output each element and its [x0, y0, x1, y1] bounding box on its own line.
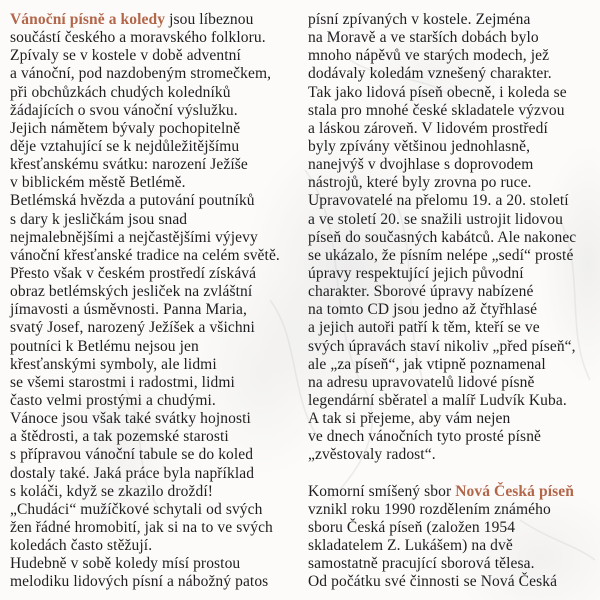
text-segment: skladatelem Z. Lukášem) na dvě	[308, 537, 513, 555]
text-line	[308, 211, 596, 229]
text-segment: stala pro mnohé české skladatele výzvou	[308, 101, 565, 119]
text-segment: na Moravě a ve starších dobách bylo	[308, 29, 539, 47]
text-line	[10, 156, 300, 174]
text-line	[308, 537, 596, 555]
text-segment: na tomto CD jsou jedno až čtyřhlasé	[308, 301, 538, 319]
text-line	[308, 555, 596, 573]
text-line	[10, 338, 300, 356]
text-line	[308, 301, 596, 319]
text-segment: nanejvýš v dvojhlase s doprovodem	[308, 156, 534, 174]
text-segment: vznikl roku 1990 rozdělením známého	[308, 500, 551, 518]
text-line	[308, 519, 596, 537]
text-segment: Upravovatelé na přelomu 19. a 20. století	[308, 192, 569, 210]
text-line	[308, 47, 596, 65]
text-line	[10, 356, 300, 374]
text-line	[10, 84, 300, 102]
text-segment: ale „za píseň“, jak vtipně poznamenal	[308, 355, 546, 373]
text-segment: a láskou zároveň. V lidovém prostředí	[308, 119, 548, 137]
text-segment: křesťanskému svátku: narození Ježíše	[10, 156, 248, 174]
text-segment: píseň do současných kabátců. Ale nakonec	[308, 228, 577, 246]
text-segment: charakter. Sborové úpravy nabízené	[308, 283, 534, 301]
text-line	[10, 47, 300, 65]
text-line	[10, 65, 300, 83]
text-line	[308, 29, 596, 47]
text-segment: jímavosti a úsměvnosti. Panna Maria,	[10, 301, 247, 319]
text-line	[10, 211, 300, 229]
text-line	[308, 446, 596, 464]
text-segment: A tak si přejeme, aby vám nejen	[308, 410, 511, 428]
text-segment: nejmalebnějšími a nejčastějšími výjevy	[10, 228, 258, 246]
text-line	[10, 102, 300, 120]
text-segment: ve dnech vánočních tyto prosté písně	[308, 428, 542, 446]
text-segment: vánoční křesťanské tradice na celém světě.	[10, 246, 280, 264]
text-segment: a štědrosti, a tak pozemské starosti	[10, 428, 229, 446]
text-segment: nástrojů, které byly zrovna po ruce.	[308, 174, 532, 192]
text-segment: Jejich námětem bývaly pochopitelně	[10, 119, 241, 137]
text-line	[10, 555, 300, 573]
text-line	[308, 319, 596, 337]
text-line	[10, 265, 300, 283]
text-segment: s koláči, když se zkazilo droždí!	[10, 482, 214, 500]
text-segment: při obchůzkách chudých koledníků	[10, 83, 231, 101]
text-segment: s dary k jesličkám jsou snad	[10, 210, 188, 228]
text-line	[308, 138, 596, 156]
text-segment: žen řádné hromobití, jak si na to ve svých	[10, 518, 273, 536]
text-line	[308, 102, 596, 120]
text-segment: Přesto však v českém prostředí získává	[10, 264, 257, 282]
text-segment: a jejich autoři patří k těm, kteří se ve	[308, 319, 540, 337]
text-segment: „zvěstovaly radost“.	[308, 446, 436, 464]
text-line	[10, 174, 300, 192]
text-segment: Komorní smíšený sbor	[308, 482, 456, 500]
text-segment: koledách často stěžují.	[10, 537, 153, 555]
text-column-right	[308, 11, 596, 592]
text-line	[308, 156, 596, 174]
text-segment: žádajících o svou vánoční výslužku.	[10, 101, 238, 119]
text-line	[10, 573, 300, 591]
text-line	[308, 120, 596, 138]
text-line	[308, 174, 596, 192]
text-line	[308, 573, 596, 591]
text-line	[10, 138, 300, 156]
text-segment: melodiku lidových písní a nábožný patos	[10, 573, 269, 591]
text-line	[10, 374, 300, 392]
text-line	[308, 247, 596, 265]
text-segment: byly zpívány většinou jednohlasně,	[308, 137, 531, 155]
text-segment: a ve století 20. se snažili ustrojit lidovou	[308, 210, 563, 228]
text-line	[308, 84, 596, 102]
accent-text: Nová Česká píseň	[455, 482, 574, 500]
text-segment: děje vztahující se k nejdůležitějšímu	[10, 137, 240, 155]
text-line	[308, 410, 596, 428]
text-line	[10, 192, 300, 210]
text-line	[308, 465, 596, 483]
text-segment: často velmi prostými a chudými.	[10, 391, 216, 409]
text-line	[10, 410, 300, 428]
text-line	[308, 392, 596, 410]
text-line	[10, 392, 300, 410]
text-line	[308, 265, 596, 283]
text-segment: Hudebně v sobě koledy mísí prostou	[10, 555, 241, 573]
text-segment: s přípravou vánoční tabule se do koled	[10, 446, 254, 464]
text-line	[10, 483, 300, 501]
text-line	[308, 229, 596, 247]
text-segment: svatý Josef, narozený Ježíšek a všichni	[10, 319, 255, 337]
text-line	[308, 356, 596, 374]
text-line	[10, 120, 300, 138]
text-line	[10, 319, 300, 337]
text-line	[10, 247, 300, 265]
text-segment: obraz betlémských jesliček na zvláštní	[10, 283, 253, 301]
text-segment: svých úpravách staví nikoliv „před píseň“,	[308, 337, 576, 355]
text-line	[10, 11, 300, 29]
text-line	[308, 11, 596, 29]
text-segment: dostaly také. Jaká práce byla například	[10, 464, 255, 482]
text-line	[10, 501, 300, 519]
text-segment: poutníci k Betlému nejsou jen	[10, 337, 199, 355]
text-line	[308, 65, 596, 83]
text-segment: samostatně pracující sborová tělesa.	[308, 555, 535, 573]
text-line	[10, 537, 300, 555]
text-segment: Betlémská hvězda a putování poutníků	[10, 192, 255, 210]
text-segment: dodávaly koledám vznešený charakter.	[308, 65, 552, 83]
text-segment: součástí českého a moravského folkloru.	[10, 29, 266, 47]
text-segment: sboru Česká píseň (založen 1954	[308, 518, 516, 536]
text-line	[308, 483, 596, 501]
text-segment: Od počátku své činnosti se Nová Česká	[308, 573, 558, 591]
text-segment: křesťanskými symboly, ale lidmi	[10, 355, 217, 373]
text-segment: písní zpívaných v kostele. Zejména	[308, 11, 531, 28]
text-segment: Vánoce jsou však také svátky hojnosti	[10, 410, 251, 428]
text-line	[10, 519, 300, 537]
text-line	[10, 428, 300, 446]
text-line	[10, 229, 300, 247]
text-line	[10, 283, 300, 301]
text-segment: legendární sběratel a malíř Ludvík Kuba.	[308, 391, 567, 409]
text-segment: Tak jako lidová píseň obecně, i koleda se	[308, 83, 567, 101]
text-segment: v biblickém městě Betlémě.	[10, 174, 186, 192]
text-segment: „Chudáci“ mužíčkové schytali od svých	[10, 500, 263, 518]
text-line	[308, 338, 596, 356]
accent-text: Vánoční písně a koledy	[10, 11, 166, 28]
text-line	[308, 283, 596, 301]
text-line	[10, 465, 300, 483]
text-segment: úpravy respektující jejich původní	[308, 264, 524, 282]
text-segment: jsou líbeznou	[165, 11, 254, 28]
text-segment: Zpívaly se v kostele v době adventní	[10, 47, 241, 65]
text-segment: se ukázalo, že písním nelépe „sedí“ prosté	[308, 246, 574, 264]
text-line	[10, 446, 300, 464]
text-segment: se všemi starostmi i radostmi, lidmi	[10, 373, 235, 391]
text-line	[308, 192, 596, 210]
text-line	[308, 374, 596, 392]
text-segment: na adresu upravovatelů lidové písně	[308, 373, 535, 391]
text-line	[10, 29, 300, 47]
text-line	[308, 501, 596, 519]
text-line	[308, 428, 596, 446]
text-column-left	[10, 11, 300, 592]
text-segment: a vánoční, pod nazdobeným stromečkem,	[10, 65, 272, 83]
text-segment: mnoho nápěvů ve starých modech, jež	[308, 47, 550, 65]
text-line	[10, 301, 300, 319]
